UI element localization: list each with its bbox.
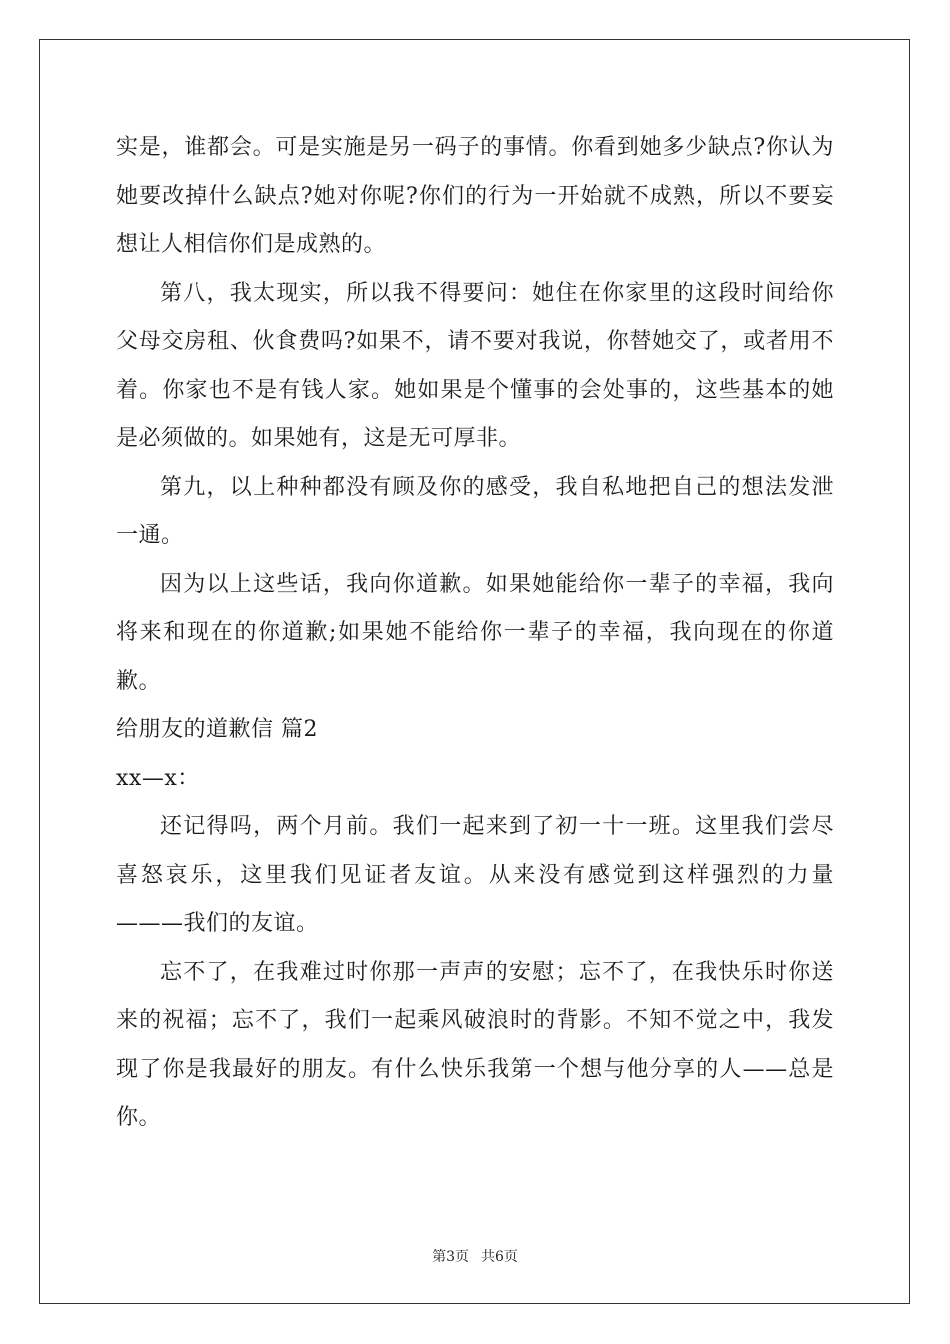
paragraph-point-nine: 第九，以上种种都没有顾及你的感受，我自私地把自己的想法发泄一通。 bbox=[116, 474, 834, 548]
section-heading: 给朋友的道歉信 篇2 bbox=[116, 717, 318, 742]
paragraph-memory: 还记得吗，两个月前。我们一起来到了初一十一班。这里我们尝尽喜怒哀乐，这里我们见证者友谊。从来没有感觉到这样强烈的力量———我们的友谊。 bbox=[116, 814, 834, 936]
page-number: 第3页 bbox=[432, 1249, 469, 1265]
page-footer bbox=[0, 1247, 950, 1267]
salutation: xx—x： bbox=[116, 765, 200, 791]
paragraph-unforgettable: 忘不了，在我难过时你那一声声的安慰；忘不了，在我快乐时你送来的祝福；忘不了，我们一起乘风破浪时的背影。不知不觉之中，我发现了你是我最好的朋友。有什么快乐我第一个想与他分享的人——总是你。 bbox=[116, 959, 834, 1130]
page-total: 共6页 bbox=[481, 1249, 518, 1265]
paragraph-continuation: 实是，谁都会。可是实施是另一码子的事情。你看到她多少缺点?你认为她要改掉什么缺点?她对你呢?你们的行为一开始就不成熟，所以不要妄想让人相信你们是成熟的。 bbox=[116, 135, 834, 257]
paragraph-point-eight: 第八，我太现实，所以我不得要问：她住在你家里的这段时间给你父母交房租、伙食费吗?如果不，请不要对我说，你替她交了，或者用不着。你家也不是有钱人家。她如果是个懂事的会处事的，这些基本的她是必须做的。如果她有，这是无可厚非。 bbox=[116, 280, 834, 451]
document-body bbox=[116, 124, 834, 1143]
paragraph-apology: 因为以上这些话，我向你道歉。如果她能给你一辈子的幸福，我向将来和现在的你道歉;如果她不能给你一辈子的幸福，我向现在的你道歉。 bbox=[116, 571, 834, 694]
